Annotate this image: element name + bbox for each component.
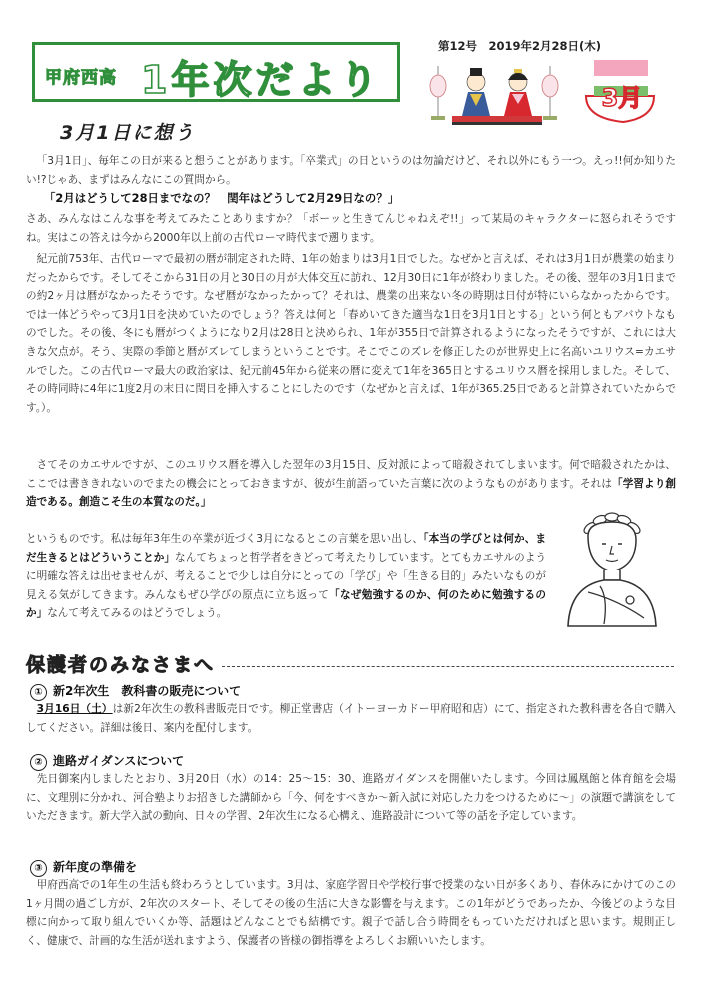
item-2-body: 先日御案内しましたとおり、3月20日（水）の14：25〜15：30、進路ガイダンスを開催いたします。今回は鳳凰館と体育館を会場に、文理別に分かれ、河合塾よりお招きした講師から「今、何をすべきか〜新入試に対応した力をつけるために〜」の演題で講演をしていただきます。新大学入試の動向、日々の学習、2年次生になる心構え、進路設計について等の話を予定しています。 [26,773,676,823]
paragraph-4-text-a: さてそのカエサルですが、このユリウス暦を導入した翌年の3月15日、反対派によって暗殺されてしまいます。何で暗殺されたかは、ここでは書ききれないのでまたの機会にとっておきますが、彼が生前語っていた言葉に次のようなものがあります。それは [26,459,676,490]
month-badge-label: 3月 [601,84,643,112]
lantern-left-icon [430,66,446,120]
item-1-body-text: は新2年次生の教科書販売日です。柳正堂書店（イトーヨーカドー甲府昭和店）にて、指定された教科書を各自で購入してください。詳細は後日、案内を配付します。 [26,703,676,734]
item-1-title [30,682,241,701]
study-question: 「なぜ勉強するのか、何のために勉強するのか」 [26,588,547,620]
learning-question: 「本当の学びとは何か、まだ生きるとはどういうことか」 [26,533,546,564]
article-intro: 「3月1日」、毎年この日が来ると想うことがあります。「卒業式」の日というのは勿論だけど、それ以外にもう一つ。えっ!!何か知りたい!?じゃあ、まずはみんなにこの質問から。 [26,155,676,186]
newsletter-title: 1年次だより [141,58,382,102]
lantern-right-icon [542,66,558,120]
female-doll-icon [504,69,532,116]
school-name: 甲府西高 [45,68,117,88]
item-3-title-text: 新年度の準備を [53,860,138,874]
item-2-title [30,752,184,771]
article-paragraph-5 [26,530,546,623]
caesar-bust-illustration [548,500,678,630]
hina-dolls-illustration [418,56,658,130]
section-divider [222,666,674,667]
item-1-body [26,700,676,737]
paragraph-5-text-c: なんて考えてみるのはどうでしょう。 [47,607,228,620]
item-1-number: ① [30,684,47,701]
item-3-body: 甲府西高での1年生の生活も終わろうとしています。3月は、家庭学習日や学校行事で授業のない日が多くあり、春休みにかけてのこの1ヶ月間の過ごし方が、2年次のスタート、そしてその後の生活に大きな影響を与えます。この1年がどうであったか、今後どのような目標に向かって取り組んでいくか等、話題はどんなことでも結構です。親子で話し合う時間をもっていただければと思います。規則正しく、健康で、計画的な生活が送れますよう、保護者の皆様の御指導をよろしくお願いいたします。 [26,879,676,947]
month-badge [586,60,654,122]
item-3-title [30,858,137,877]
caesar-quote: 「学習より創造である。創造こそ生の本質なのだ。」 [26,477,676,509]
article-paragraph-3: 紀元前753年、古代ローマで最初の暦が制定された時、1年の始まりは3月1日でした。なぜかと言えば、それは3月1日が農業の始まりだったからです。そしてそこから31日の月と30日の月が大体交互に訪れ、12月30日に1年が終わりました。その後、翌年の3月1日までの約2ヶ月は暦がなかったそうです。なぜ暦がなかったかって？それは、農業の出来ない冬の時期は日付が特にいらなかったからです。では一体どうやって3月1日を決めていたのでしょう？答えは何と「春めいてきた適当な1日を3月1日とする」という何ともアバウトなものでした。その後、冬にも暦がつくようになり2月は28日と決められ、1年が355日で計算されるようになったそうですが、これには大きな欠点が。そう、実際の季節と暦がズレてしまうということです。そこでこのズレを修正したのが世界史上に名高いユリウス=カエサルでした。この古代ローマ最大の政治家は、紀元前45年から従来の暦に変えて1年を365日とするユリウス暦を採用しました。そして、その時同時に4年に1度2月の末日に閏日を挿入することにしたのです（なぜかと言えば、1年が365.25日であると計算されていたからです。）。 [26,253,676,414]
issue-date: 第12号 2019年2月28日(木) [438,39,602,53]
paragraph-5-text-a: というものです。私は毎年3年生の卒業が近づく3月になるとこの言葉を思い出し、 [26,533,424,545]
item-1-title-text: 新2年次生 教科書の販売について [53,684,242,698]
item-1-date: 3月16日（土） [36,703,113,715]
item-2-title-text: 進路ガイダンスについて [53,754,185,768]
article-heading: 3月1日に想う [60,122,196,144]
paragraph-5-text-b: なんてちょっと哲学者をきどって考えたりしています。とてもカエサルのように明確な答えは出せませんが、考えることで少しは自分にとっての「学び」や「生きる目的」みたいなものが見える気がしてきます。みんなもぜひ学びの原点に立ち返って [26,551,546,601]
question-line: 「2月はどうして28日までなの？ 閏年はどうして2月29日なの？」 [44,191,400,205]
parents-section-title: 保護者のみなさまへ [26,654,216,676]
male-doll-icon [462,68,490,116]
item-2-number: ② [30,754,47,771]
newsletter-title-box [32,42,400,102]
article-paragraph-2: さあ、みんなはこんな事を考えてみたことありますか？「ボーッと生きてんじゃねえぞ!!」って某局のキャラクターに怒られそうですね。実はこの答えは今から2000年以上前の古代ローマ時代まで遡ります。 [26,213,676,244]
item-3-number: ③ [30,860,47,877]
